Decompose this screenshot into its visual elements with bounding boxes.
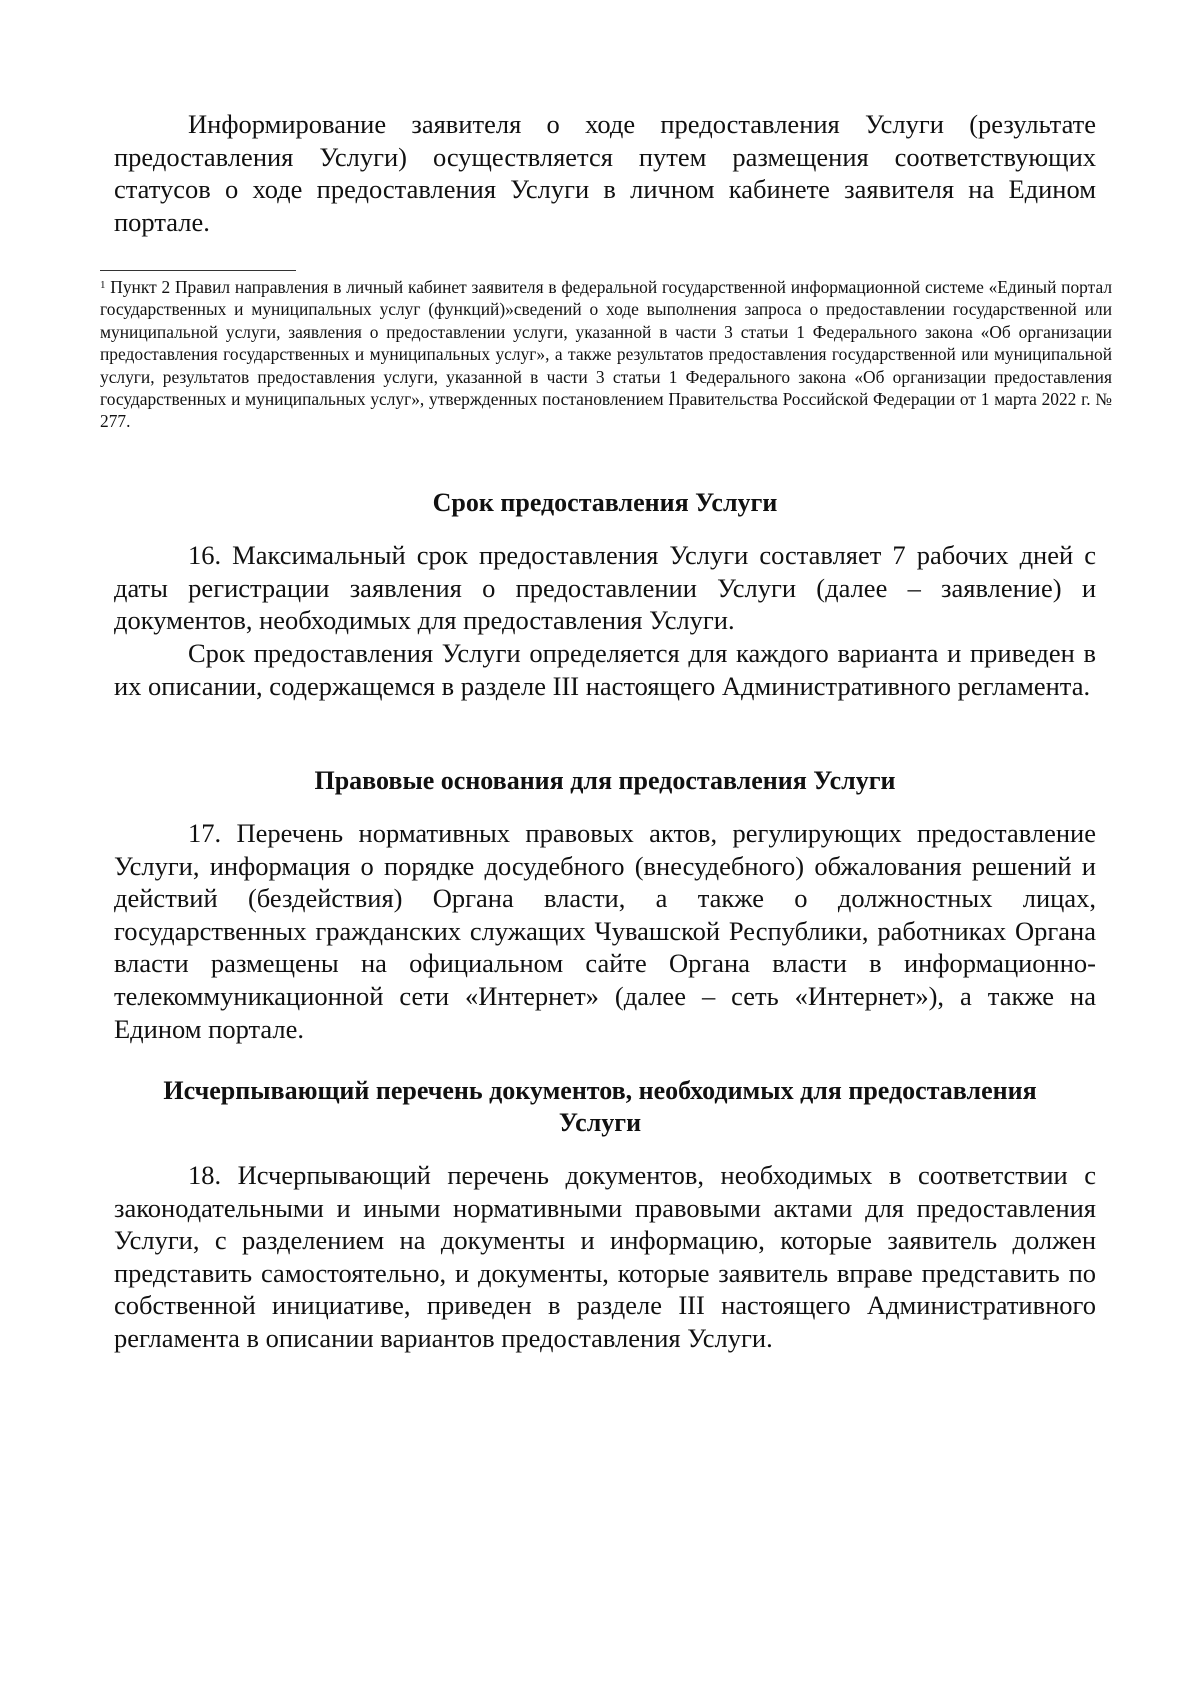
section-heading-term: Срок предоставления Услуги: [432, 488, 778, 517]
paragraph-16: 16. Максимальный срок предоставления Услуги составляет 7 рабочих дней с даты регистрации заявления о предоставлении Услуги (далее – заявление) и документов, необходимых для предоставления Услуги.: [114, 540, 1096, 636]
footnote: [100, 276, 1112, 433]
footnote-marker: 1: [100, 279, 106, 291]
footnote-separator: [100, 270, 296, 271]
paragraph-18: 18. Исчерпывающий перечень документов, необходимых в соответствии с законодательными и иными нормативными правовыми актами для предоставления Услуги, с разделением на документы и информацию, которые заявитель должен представить самостоятельно, и документы, которые заявитель вправе представить по собственной инициативе, приведен в разделе III настоящего Административного регламента в описании вариантов предоставления Услуги.: [114, 1160, 1096, 1353]
paragraph-term-variants: Срок предоставления Услуги определяется для каждого варианта и приведен в их описании, содержащемся в разделе III настоящего Административного регламента.: [114, 638, 1096, 701]
section-heading-documents: Исчерпывающий перечень документов, необходимых для предоставления Услуги: [163, 1076, 1037, 1137]
section-heading-legal-basis: Правовые основания для предоставления Услуги: [314, 766, 896, 795]
footnote-text: Пункт 2 Правил направления в личный кабинет заявителя в федеральной государственной информационной системе «Единый портал государственных и муниципальных услуг (функций)»сведений о ходе выполнения запроса о предоставлении государственной или муниципальной услуги, заявления о предоставлении услуги, указанной в части 3 статьи 1 Федерального закона «Об организации предоставления государственных и муниципальных услуг», а также результатов предоставления государственной или муниципальной услуги, результатов предоставления услуги, указанной в части 3 статьи 1 Федерального закона «Об организации предоставления государственных и муниципальных услуг», утвержденных постановлением Правительства Российской Федерации от 1 марта 2022 г. № 277.: [100, 277, 1112, 432]
paragraph-17: 17. Перечень нормативных правовых актов, регулирующих предоставление Услуги, информация о порядке досудебного (внесудебного) обжалования решений и действий (бездействия) Органа власти, а также о должностных лицах, государственных гражданских служащих Чувашской Республики, работниках Органа власти размещены на официальном сайте Органа власти в информационно-телекоммуникационной сети «Интернет» (далее – сеть «Интернет»), а также на Едином портале.: [114, 818, 1096, 1044]
intro-paragraph: Информирование заявителя о ходе предоставления Услуги (результате предоставления Услуги) осуществляется путем размещения соответствующих статусов о ходе предоставления Услуги в личном кабинете заявителя на Едином портале.: [114, 109, 1096, 237]
